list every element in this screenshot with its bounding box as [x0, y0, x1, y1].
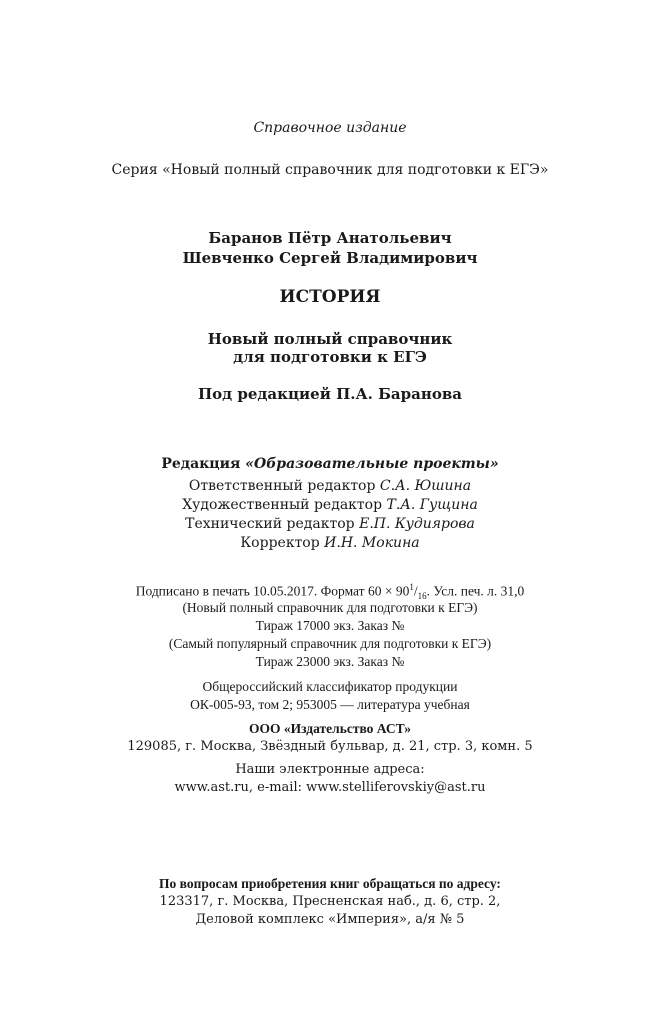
staff-row	[0, 535, 660, 551]
editorial-name: «Образовательные проекты»	[245, 456, 499, 472]
web-label: Наши электронные адреса:	[235, 762, 425, 777]
staff-name: Е.П. Кудиярова	[359, 516, 475, 532]
editorial-label: Редакция	[161, 456, 246, 472]
subtitle-line-2: для подготовки к ЕГЭ	[233, 348, 427, 366]
book-title: ИСТОРИЯ	[279, 287, 381, 307]
edition-1-run: Тираж 17000 экз. Заказ №	[255, 618, 405, 633]
edition-2-name: (Самый популярный справочник для подготовки к ЕГЭ)	[168, 636, 492, 651]
publisher-address: 129085, г. Москва, Звёздный бульвар, д. 21, стр. 3, комн. 5	[127, 739, 533, 754]
classifier-line-2: ОК-005-93, том 2; 953005 — литература учебная	[190, 697, 470, 712]
staff-role: Художественный редактор	[182, 497, 387, 513]
staff-name: И.Н. Мокина	[324, 535, 420, 551]
staff-row	[0, 516, 660, 532]
author-1: Баранов Пётр Анатольевич	[208, 229, 452, 247]
edition-type: Справочное издание	[253, 120, 407, 136]
signed-for-print	[0, 582, 660, 601]
purchase-heading: По вопросам приобретения книг обращаться по адресу:	[159, 876, 501, 891]
format-slash: /	[413, 583, 418, 599]
signed-prefix: Подписано в печать 10.05.2017. Формат 60 × 90	[135, 583, 410, 599]
edition-2-run: Тираж 23000 экз. Заказ №	[255, 654, 405, 669]
purchase-line-2: Деловой комплекс «Империя», а/я № 5	[195, 912, 465, 927]
series-line: Серия «Новый полный справочник для подготовки к ЕГЭ»	[111, 162, 549, 178]
editorial-office	[0, 456, 660, 472]
format-sup: 1	[409, 582, 414, 592]
staff-name: Т.А. Гущина	[386, 497, 478, 513]
staff-role: Ответственный редактор	[188, 478, 380, 494]
classifier-line-1: Общероссийский классификатор продукции	[202, 679, 458, 694]
staff-row	[0, 478, 660, 494]
purchase-line-1: 123317, г. Москва, Пресненская наб., д. 6, стр. 2,	[159, 894, 501, 909]
staff-role: Технический редактор	[185, 516, 360, 532]
editor-line: Под редакцией П.А. Баранова	[198, 385, 462, 403]
subtitle-line-1: Новый полный справочник	[207, 330, 453, 348]
staff-role: Корректор	[240, 535, 325, 551]
author-2: Шевченко Сергей Владимирович	[182, 249, 478, 267]
publisher-name: ООО «Издательство АСТ»	[248, 721, 412, 736]
edition-1-name: (Новый полный справочник для подготовки к ЕГЭ)	[182, 600, 478, 615]
format-sub: 16	[417, 591, 427, 602]
web-addresses: www.ast.ru, e-mail: www.stelliferovskiy@ast.ru	[174, 780, 486, 795]
staff-row	[0, 497, 660, 513]
staff-name: С.А. Юшина	[379, 478, 472, 494]
signed-suffix: . Усл. печ. л. 31,0	[426, 583, 525, 599]
